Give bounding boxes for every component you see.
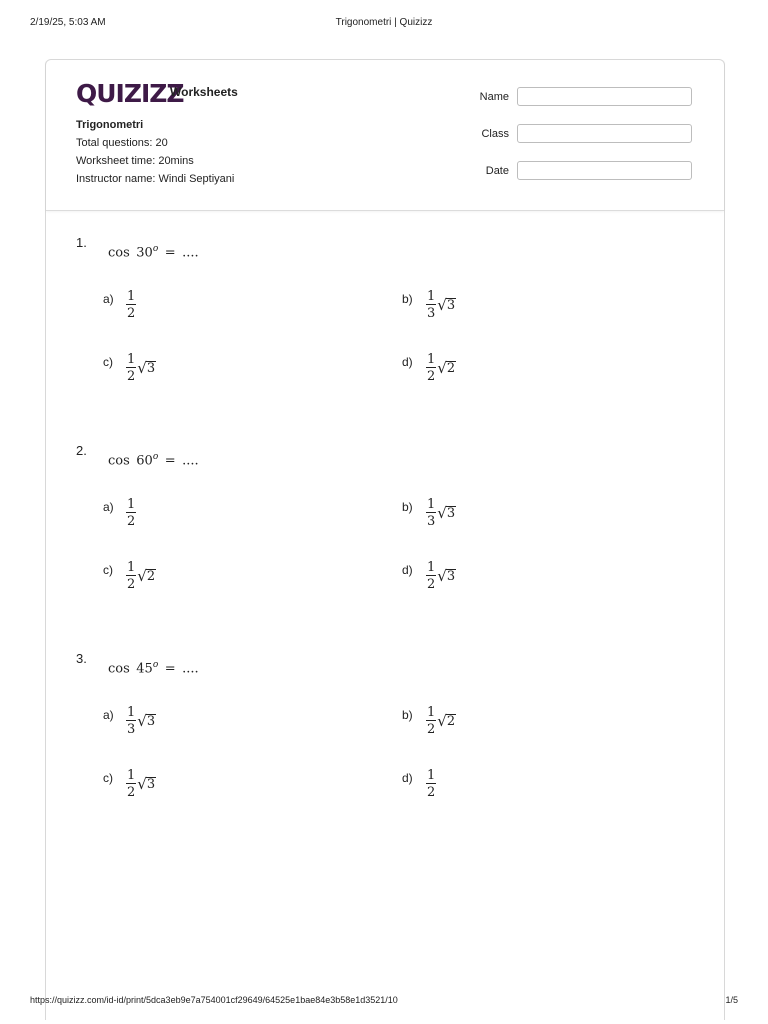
option-letter: d) <box>402 563 413 577</box>
fraction-denominator: 2 <box>127 785 136 800</box>
fraction <box>426 769 436 799</box>
option-letter: d) <box>402 355 413 369</box>
fraction-denominator: 2 <box>127 577 136 592</box>
radical-sign-icon: √ <box>437 566 447 585</box>
fraction-denominator: 3 <box>127 722 136 737</box>
square-root <box>437 503 456 522</box>
radical-sign-icon: √ <box>137 774 147 793</box>
radical-sign-icon: √ <box>437 358 447 377</box>
total-questions: Total questions: 20 <box>76 137 168 149</box>
fraction <box>126 498 136 528</box>
page-number: 1/5 <box>725 995 738 1005</box>
stem-degree: o <box>152 660 159 670</box>
option-expression <box>126 353 156 383</box>
fraction-numerator: 1 <box>427 768 436 783</box>
square-root <box>137 566 156 585</box>
option-letter: a) <box>103 292 114 306</box>
question-number: 3. <box>76 651 87 666</box>
radical-sign-icon: √ <box>137 711 147 730</box>
instructor-name: Instructor name: Windi Septiyani <box>76 173 235 185</box>
fraction-numerator: 1 <box>127 497 136 512</box>
stem-angle: 45 <box>136 661 153 677</box>
worksheet-card <box>45 59 725 1020</box>
radicand: 3 <box>446 568 456 584</box>
fraction-denominator: 2 <box>427 369 436 384</box>
fraction-numerator: 1 <box>127 768 136 783</box>
square-root <box>437 566 456 585</box>
worksheet-time: Worksheet time: 20mins <box>76 155 194 167</box>
fraction-numerator: 1 <box>127 705 136 720</box>
fraction <box>126 353 136 383</box>
option-expression <box>126 498 136 528</box>
stem-angle: 60 <box>136 453 153 469</box>
fraction <box>126 561 136 591</box>
fraction-numerator: 1 <box>427 560 436 575</box>
name-field[interactable] <box>517 87 692 106</box>
stem-dots: .... <box>182 245 199 261</box>
logo-subtitle: Worksheets <box>170 85 238 99</box>
stem-function: cos <box>108 453 130 469</box>
option-letter: a) <box>103 500 114 514</box>
name-label: Name <box>479 91 509 103</box>
class-label: Class <box>481 128 509 140</box>
fraction-denominator: 2 <box>127 306 136 321</box>
option-letter: c) <box>103 771 113 785</box>
option-expression <box>426 561 456 591</box>
square-root <box>437 711 456 730</box>
option-letter: b) <box>402 292 413 306</box>
stem-function: cos <box>108 661 130 677</box>
option-expression <box>126 290 136 320</box>
fraction <box>426 561 436 591</box>
radical-sign-icon: √ <box>437 711 447 730</box>
option-expression <box>126 769 156 799</box>
radicand: 2 <box>446 360 456 376</box>
radical-sign-icon: √ <box>137 566 147 585</box>
option-letter: c) <box>103 355 113 369</box>
stem-equals: = <box>164 453 176 469</box>
fraction-denominator: 2 <box>127 369 136 384</box>
date-field[interactable] <box>517 161 692 180</box>
fraction-numerator: 1 <box>127 560 136 575</box>
fraction-numerator: 1 <box>427 497 436 512</box>
stem-angle: 30 <box>136 245 153 261</box>
fraction-denominator: 3 <box>427 306 436 321</box>
print-url: https://quizizz.com/id-id/print/5dca3eb9e7a754001cf29649/64525e1bae84e3b58e1d3521/10 <box>30 995 398 1005</box>
worksheet-header <box>46 60 724 211</box>
stem-dots: .... <box>182 453 199 469</box>
radicand: 3 <box>146 713 156 729</box>
option-expression <box>426 290 456 320</box>
option-expression <box>426 353 456 383</box>
option-letter: a) <box>103 708 114 722</box>
fraction <box>426 290 436 320</box>
stem-dots: .... <box>182 661 199 677</box>
fraction-numerator: 1 <box>127 289 136 304</box>
option-expression <box>126 706 156 736</box>
option-expression <box>426 498 456 528</box>
square-root <box>437 295 456 314</box>
fraction-numerator: 1 <box>127 352 136 367</box>
radicand: 3 <box>446 505 456 521</box>
class-field[interactable] <box>517 124 692 143</box>
question-stem <box>108 660 199 676</box>
stem-equals: = <box>164 661 176 677</box>
question-number: 1. <box>76 235 87 250</box>
square-root <box>137 358 156 377</box>
option-expression <box>426 769 436 799</box>
radicand: 2 <box>146 568 156 584</box>
stem-equals: = <box>164 245 176 261</box>
square-root <box>137 774 156 793</box>
worksheet-title: Trigonometri <box>76 119 144 131</box>
fraction <box>126 769 136 799</box>
stem-function: cos <box>108 245 130 261</box>
stem-degree: o <box>152 244 159 254</box>
radicand: 3 <box>146 360 156 376</box>
question-stem <box>108 452 199 468</box>
radical-sign-icon: √ <box>437 295 447 314</box>
fraction <box>426 353 436 383</box>
question-number: 2. <box>76 443 87 458</box>
fraction-denominator: 2 <box>427 577 436 592</box>
fraction-denominator: 2 <box>427 785 436 800</box>
print-title: Trigonometri | Quizizz <box>335 17 433 28</box>
fraction-denominator: 2 <box>427 722 436 737</box>
fraction-numerator: 1 <box>427 289 436 304</box>
square-root <box>437 358 456 377</box>
option-letter: b) <box>402 500 413 514</box>
option-expression <box>126 561 156 591</box>
fraction-denominator: 3 <box>427 514 436 529</box>
fraction <box>426 706 436 736</box>
radicand: 3 <box>446 297 456 313</box>
stem-degree: o <box>152 452 159 462</box>
quizizz-logo: QUIZIZZ <box>76 79 184 108</box>
fraction-numerator: 1 <box>427 352 436 367</box>
fraction <box>126 706 136 736</box>
radicand: 2 <box>446 713 456 729</box>
square-root <box>137 711 156 730</box>
option-letter: d) <box>402 771 413 785</box>
option-expression <box>426 706 456 736</box>
fraction <box>426 498 436 528</box>
radical-sign-icon: √ <box>437 503 447 522</box>
fraction-numerator: 1 <box>427 705 436 720</box>
date-label: Date <box>485 165 509 177</box>
fraction-denominator: 2 <box>127 514 136 529</box>
option-letter: b) <box>402 708 413 722</box>
print-header <box>0 17 768 31</box>
print-datetime: 2/19/25, 5:03 AM <box>30 17 106 28</box>
radicand: 3 <box>146 776 156 792</box>
question-stem <box>108 244 199 260</box>
option-letter: c) <box>103 563 113 577</box>
fraction <box>126 290 136 320</box>
radical-sign-icon: √ <box>137 358 147 377</box>
